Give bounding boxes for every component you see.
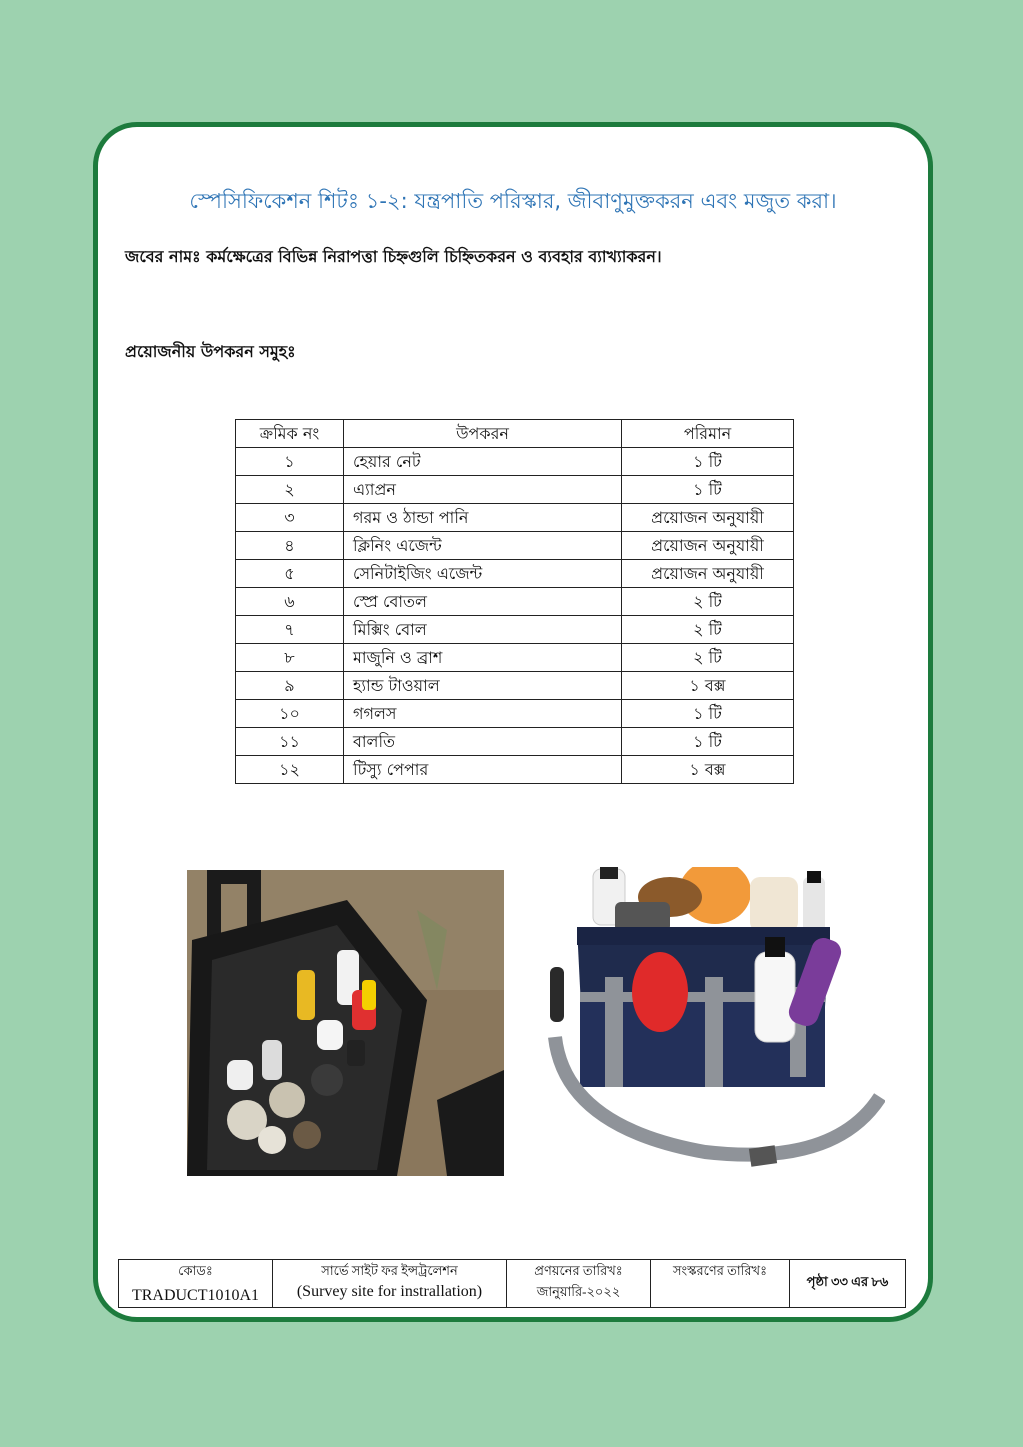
header-quantity: পরিমান	[622, 420, 794, 448]
quantity-cell: প্রয়োজন অনুযায়ী	[622, 504, 794, 532]
footer-revision-label: সংস্করণের তারিখঃ	[672, 1263, 768, 1278]
footer-prep-value: জানুয়ারি-২০২২	[536, 1284, 621, 1299]
footer-revision-cell	[651, 1260, 790, 1308]
serial-cell: ৪	[236, 532, 344, 560]
footer-page-number: পৃষ্ঠা ৩৩ এর ৮৬	[790, 1260, 906, 1308]
quantity-cell: ১ টি	[622, 728, 794, 756]
item-cell: গরম ও ঠান্ডা পানি	[344, 504, 622, 532]
quantity-cell: ১ টি	[622, 448, 794, 476]
item-cell: হেয়ার নেট	[344, 448, 622, 476]
serial-cell: ৬	[236, 588, 344, 616]
quantity-cell: প্রয়োজন অনুযায়ী	[622, 560, 794, 588]
footer-code-label: কোডঃ	[178, 1263, 213, 1278]
table-row	[236, 588, 794, 616]
quantity-cell: ১ টি	[622, 700, 794, 728]
grooming-bag-photo	[525, 867, 885, 1177]
item-cell: বালতি	[344, 728, 622, 756]
quantity-cell: ২ টি	[622, 616, 794, 644]
item-cell: মাজুনি ও ব্রাশ	[344, 644, 622, 672]
footer-code-cell	[119, 1260, 273, 1308]
header-item: উপকরন	[344, 420, 622, 448]
table-header-row	[236, 420, 794, 448]
footer-title-en: (Survey site for instrallation)	[296, 1283, 483, 1300]
quantity-cell: ১ টি	[622, 476, 794, 504]
serial-cell: ২	[236, 476, 344, 504]
serial-cell: ৩	[236, 504, 344, 532]
quantity-cell: ২ টি	[622, 644, 794, 672]
sheet-title: স্পেসিফিকেশন শিটঃ ১-২: যন্ত্রপাতি পরিস্কার, জীবাণুমুক্তকরন এবং মজুত করা।	[189, 189, 837, 213]
footer-title-bn: সার্ভে সাইট ফর ইন্সট্রলেশন	[321, 1263, 458, 1278]
table-row	[236, 532, 794, 560]
item-cell: স্প্রে বোতল	[344, 588, 622, 616]
item-cell: এ্যাপ্রন	[344, 476, 622, 504]
job-name: জবের নামঃ কর্মক্ষেত্রের বিভিন্ন নিরাপত্তা চিহ্নগুলি চিহ্নিতকরন ও ব্যবহার ব্যাখ্যাকরন।	[125, 247, 662, 266]
table-row	[236, 616, 794, 644]
header-serial: ক্রমিক নং	[236, 420, 344, 448]
table-row	[236, 700, 794, 728]
footer-row	[119, 1260, 906, 1308]
toolbox-photo	[187, 870, 504, 1176]
page-frame	[93, 122, 933, 1322]
item-cell: মিক্সিং বোল	[344, 616, 622, 644]
item-cell: ক্লিনিং এজেন্ট	[344, 532, 622, 560]
quantity-cell: ১ বক্স	[622, 756, 794, 784]
item-cell: টিস্যু পেপার	[344, 756, 622, 784]
item-cell: সেনিটাইজিং এজেন্ট	[344, 560, 622, 588]
table-row	[236, 476, 794, 504]
serial-cell: ৫	[236, 560, 344, 588]
required-materials-heading: প্রয়োজনীয় উপকরন সমুহঃ	[125, 342, 296, 361]
quantity-cell: ২ টি	[622, 588, 794, 616]
footer-prep-label: প্রণয়নের তারিখঃ	[534, 1263, 623, 1278]
serial-cell: ৭	[236, 616, 344, 644]
table-row	[236, 672, 794, 700]
item-cell: হ্যান্ড টাওয়াল	[344, 672, 622, 700]
footer-code-value: TRADUCT1010A1	[131, 1287, 260, 1304]
footer-prep-date-cell	[507, 1260, 651, 1308]
serial-cell: ১	[236, 448, 344, 476]
quantity-cell: প্রয়োজন অনুযায়ী	[622, 532, 794, 560]
serial-cell: ১১	[236, 728, 344, 756]
table-row	[236, 644, 794, 672]
table-row	[236, 448, 794, 476]
materials-table	[235, 419, 794, 784]
table-row	[236, 728, 794, 756]
serial-cell: ১২	[236, 756, 344, 784]
footer-title-cell	[273, 1260, 507, 1308]
quantity-cell: ১ বক্স	[622, 672, 794, 700]
toolbox-illustration	[187, 870, 504, 1176]
table-row	[236, 756, 794, 784]
tote-bag-illustration	[525, 867, 885, 1177]
serial-cell: ৯	[236, 672, 344, 700]
table-row	[236, 560, 794, 588]
serial-cell: ৮	[236, 644, 344, 672]
serial-cell: ১০	[236, 700, 344, 728]
table-row	[236, 504, 794, 532]
item-cell: গগলস	[344, 700, 622, 728]
footer-table	[118, 1259, 906, 1308]
